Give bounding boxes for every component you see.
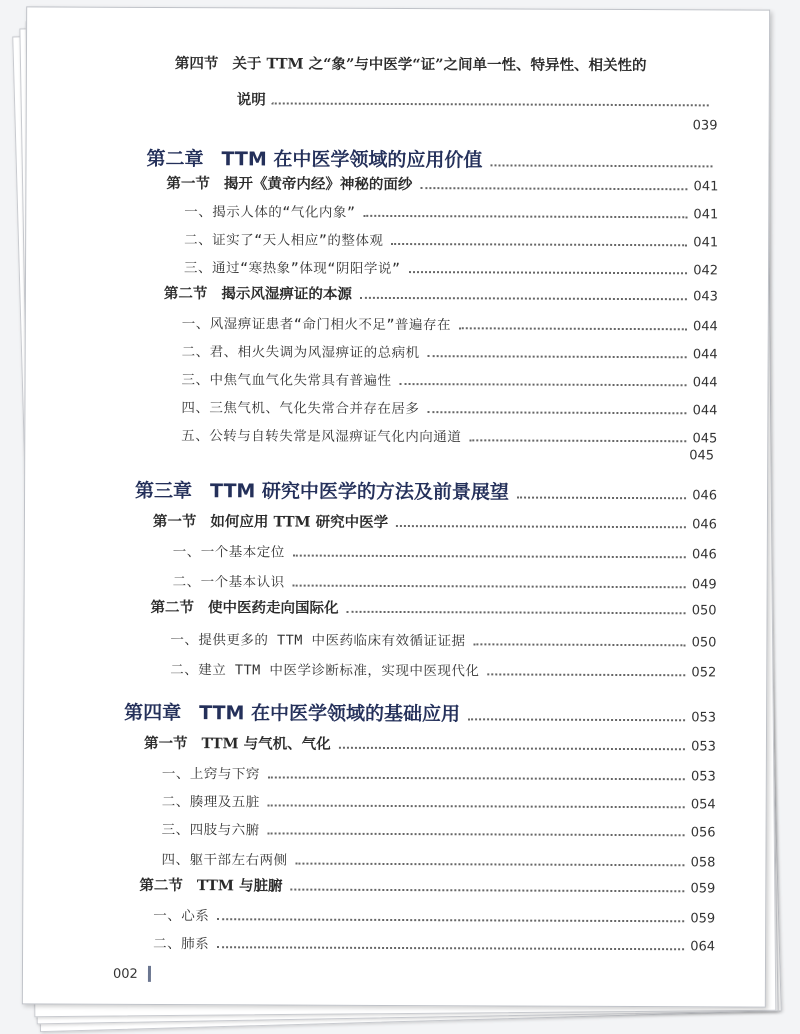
toc-page [22,6,770,1007]
toc-page-ref [689,448,714,463]
leader-dots [469,439,686,442]
section-title: 关于 TTM 之“象”与中医学“证”之间单一性、特异性、相关性的 [232,55,647,75]
page-number: 046 [692,488,718,504]
toc-section[interactable] [144,732,716,755]
toc-item[interactable] [153,932,715,954]
leader-dots [268,832,685,836]
item-title: 三、通过“寒热象”体现“阴阳学说” [184,260,401,278]
toc-item[interactable] [184,256,718,278]
page-number: 043 [693,289,718,305]
section-title: 如何应用 TTM 研究中医学 [210,513,389,531]
toc-item[interactable] [173,540,717,562]
toc-item[interactable] [182,312,718,334]
leader-dots [293,585,686,589]
toc-chapter[interactable] [124,698,716,728]
toc-item[interactable] [162,762,716,784]
page-number: 045 [689,448,715,464]
leader-dots [391,243,687,246]
section-number: 第四节 [174,55,219,73]
item-title: 二、君、相火失调为风湿痹证的总病机 [181,344,420,362]
leader-dots [474,643,686,646]
page-number: 044 [692,347,718,363]
toc-item[interactable] [182,368,718,390]
section-title: 使中医药走向国际化 [208,599,339,617]
leader-dots [360,297,687,300]
toc-item[interactable] [173,570,717,592]
toc-section[interactable] [151,596,717,619]
section-number: 第二节 [150,598,195,617]
chapter-title: TTM 在中医学领域的基础应用 [199,702,461,726]
toc-section[interactable] [164,282,718,305]
leader-dots [427,411,686,414]
leader-dots [487,673,685,676]
toc-section[interactable] [139,874,715,898]
toc-item[interactable] [184,228,718,250]
page-number: 064 [690,939,716,955]
leader-dots [339,747,686,751]
toc-chapter[interactable] [135,476,717,506]
toc-section-continued[interactable] [237,88,715,111]
chapter-number: 第四章 [124,701,182,725]
page-number: 046 [692,517,717,533]
page-number: 059 [690,911,716,927]
item-title: 一、提供更多的 TTM 中医药临床有效循证证据 [170,632,466,650]
section-title: TTM 与气机、气化 [201,735,331,753]
item-title: 一、风湿痹证患者“命门相火不足”普遍存在 [181,316,452,334]
page-number: 044 [692,403,718,419]
section-number: 第一节 [143,734,188,753]
page-number: 059 [690,881,716,897]
leader-dots [396,525,686,528]
item-title: 二、腠理及五脏 [161,793,260,811]
page-number: 052 [691,665,717,681]
page-number: 053 [691,710,717,726]
toc-section[interactable] [175,52,715,75]
footer-divider [148,966,151,982]
page-footer [113,966,151,982]
toc-item[interactable] [184,200,718,222]
toc-page-ref [693,118,718,133]
toc-item[interactable] [161,848,715,870]
page-number: 039 [692,118,718,134]
leader-dots [428,355,687,358]
leader-dots [468,718,685,721]
section-title: TTM 与脏腑 [196,877,283,895]
page-number: 050 [691,603,717,619]
item-title: 四、躯干部左右两侧 [161,851,288,869]
toc-item[interactable] [170,628,716,650]
item-title: 三、四肢与六腑 [161,821,260,839]
item-title: 一、心系 [153,907,210,925]
section-number: 第一节 [152,512,197,531]
item-title: 二、证实了“天人相应”的整体观 [184,232,384,249]
page-number: 046 [691,547,717,563]
section-title: 揭示风湿痹证的本源 [221,285,352,303]
page-number: 049 [691,577,717,593]
leader-dots [400,383,687,386]
leader-dots [517,497,686,500]
section-title: 揭开《黄帝内经》神秘的面纱 [223,175,413,194]
section-number: 第二节 [163,284,208,303]
chapter-title: TTM 研究中医学的方法及前景展望 [210,480,510,504]
leader-dots [295,863,684,867]
leader-dots [268,804,685,808]
leader-dots [364,215,688,218]
leader-dots [217,946,684,950]
item-title: 二、建立 TTM 中医学诊断标准，实现中医现代化 [170,662,480,680]
leader-dots [347,611,686,614]
page-number: 053 [690,769,716,785]
page-number: 044 [692,375,718,391]
page-number: 042 [693,263,719,279]
toc-item[interactable] [181,424,717,446]
leader-dots [272,102,709,106]
toc-chapter[interactable] [146,144,718,173]
leader-dots [293,555,686,559]
item-title: 一、揭示人体的“气化内象” [184,204,356,221]
page-number: 058 [690,855,716,871]
page-number: 056 [690,825,716,841]
page-number: 041 [693,179,719,195]
toc-item[interactable] [181,396,717,418]
item-title: 一、一个基本定位 [172,544,285,561]
page-number: 041 [693,207,719,223]
section-number: 第一节 [166,174,210,193]
item-title: 三、中焦气血气化失常具有普遍性 [181,372,392,389]
footer-page-number: 002 [112,966,138,982]
item-title: 五、公转与自转失常是风湿痹证气化内向通道 [181,428,462,446]
page-number: 041 [693,235,719,251]
item-title: 一、上窍与下窍 [161,765,260,783]
toc-item[interactable] [170,658,716,680]
toc-item[interactable] [182,340,718,362]
chapter-title: TTM 在中医学领域的应用价值 [221,148,483,172]
toc-section[interactable] [153,510,717,533]
item-title: 二、肺系 [153,935,210,953]
leader-dots [217,918,684,922]
page-number: 053 [691,739,716,755]
toc-section[interactable] [166,172,718,195]
leader-dots [268,776,685,780]
toc-item[interactable] [153,904,715,926]
leader-dots [490,164,712,167]
section-title-continued: 说明 [236,91,266,109]
item-title: 二、一个基本认识 [172,574,285,591]
chapter-number: 第二章 [146,147,204,171]
page-number: 050 [691,635,717,651]
toc-item[interactable] [162,790,716,812]
page-number: 054 [690,797,716,813]
section-number: 第二节 [139,876,183,895]
item-title: 四、三焦气机、气化失常合并存在居多 [181,400,420,418]
leader-dots [420,187,687,190]
page-number: 044 [692,319,718,335]
leader-dots [290,889,684,893]
chapter-number: 第三章 [135,479,193,503]
leader-dots [409,271,688,274]
leader-dots [459,327,687,330]
page-number: 045 [692,431,718,447]
toc-item[interactable] [162,818,716,840]
